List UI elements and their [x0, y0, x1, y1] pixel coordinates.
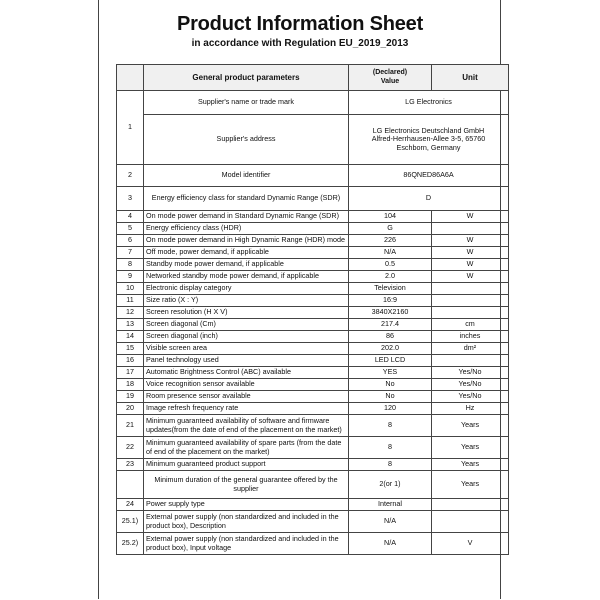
table-row	[117, 367, 509, 379]
table-row	[117, 271, 509, 283]
row-value: 0.5	[349, 259, 432, 271]
supplier-address-label: Supplier's address	[144, 115, 349, 165]
row-value: No	[349, 391, 432, 403]
energy-class-no: 3	[117, 187, 144, 211]
row-parameter: Energy efficiency class (HDR)	[144, 223, 349, 235]
row-unit	[432, 307, 509, 319]
energy-class-row	[117, 187, 509, 211]
row-parameter: Networked standby mode power demand, if applicable	[144, 271, 349, 283]
row-number: 25.2)	[117, 533, 144, 555]
row-value: 104	[349, 211, 432, 223]
row-parameter: External power supply (non standardized and included in the product box), Description	[144, 511, 349, 533]
row-parameter: Off mode, power demand, if applicable	[144, 247, 349, 259]
row-number: 13	[117, 319, 144, 331]
row-unit	[432, 355, 509, 367]
row-parameter: Room presence sensor available	[144, 391, 349, 403]
model-label: Model identifier	[144, 165, 349, 187]
row-parameter: Automatic Brightness Control (ABC) available	[144, 367, 349, 379]
row-value: No	[349, 379, 432, 391]
row-number: 15	[117, 343, 144, 355]
row-parameter: Screen diagonal (inch)	[144, 331, 349, 343]
row-value: 2(or 1)	[349, 471, 432, 499]
table-row	[117, 259, 509, 271]
table-row	[117, 437, 509, 459]
energy-class-value: D	[349, 187, 509, 211]
row-number: 17	[117, 367, 144, 379]
header-value: (Declared) Value	[349, 65, 432, 91]
row-unit: Years	[432, 471, 509, 499]
row-parameter: Screen resolution (H X V)	[144, 307, 349, 319]
row-number: 12	[117, 307, 144, 319]
row-value: 120	[349, 403, 432, 415]
row-parameter: Power supply type	[144, 499, 349, 511]
row-number: 11	[117, 295, 144, 307]
table-row	[117, 471, 509, 499]
table-row	[117, 235, 509, 247]
header-parameters: General product parameters	[144, 65, 349, 91]
row-parameter: Standby mode power demand, if applicable	[144, 259, 349, 271]
row-unit: Hz	[432, 403, 509, 415]
row-unit: cm	[432, 319, 509, 331]
table-row	[117, 307, 509, 319]
row-unit: dm²	[432, 343, 509, 355]
row-number: 8	[117, 259, 144, 271]
supplier-name-row	[117, 91, 509, 115]
row-value: 8	[349, 437, 432, 459]
row-unit	[432, 499, 509, 511]
row-unit: Years	[432, 415, 509, 437]
table-row	[117, 379, 509, 391]
table-row	[117, 499, 509, 511]
row-parameter: Voice recognition sensor available	[144, 379, 349, 391]
row-value: Television	[349, 283, 432, 295]
table-row	[117, 283, 509, 295]
row-number: 16	[117, 355, 144, 367]
row-unit: W	[432, 259, 509, 271]
row-value: 2.0	[349, 271, 432, 283]
row-parameter: On mode power demand in High Dynamic Range (HDR) mode	[144, 235, 349, 247]
table-row	[117, 343, 509, 355]
row-value: 202.0	[349, 343, 432, 355]
row-number: 6	[117, 235, 144, 247]
table-row	[117, 211, 509, 223]
row-value: G	[349, 223, 432, 235]
row-unit: W	[432, 271, 509, 283]
row-parameter: Size ratio (X : Y)	[144, 295, 349, 307]
row-parameter: On mode power demand in Standard Dynamic Range (SDR)	[144, 211, 349, 223]
row-number: 24	[117, 499, 144, 511]
row-number: 25.1)	[117, 511, 144, 533]
row-parameter: Minimum duration of the general guarantee offered by the supplier	[144, 471, 349, 499]
table-row	[117, 391, 509, 403]
row-value: 8	[349, 415, 432, 437]
table-header-row	[117, 65, 509, 91]
address-line-2: Alfred-Herrhausen-Allee 3-5, 65760	[371, 134, 486, 144]
table-row	[117, 415, 509, 437]
supplier-name-value: LG Electronics	[349, 91, 509, 115]
row-number: 23	[117, 459, 144, 471]
row-parameter: Panel technology used	[144, 355, 349, 367]
row-unit: Years	[432, 437, 509, 459]
row-parameter: External power supply (non standardized and included in the product box), Input voltage	[144, 533, 349, 555]
row-unit: V	[432, 533, 509, 555]
product-info-table	[116, 64, 509, 555]
row-unit	[432, 283, 509, 295]
supplier-address-value	[349, 115, 509, 165]
row-unit: Yes/No	[432, 391, 509, 403]
row-number: 20	[117, 403, 144, 415]
row-unit	[432, 223, 509, 235]
row-unit: Yes/No	[432, 379, 509, 391]
row-parameter: Minimum guaranteed product support	[144, 459, 349, 471]
row-value: 86	[349, 331, 432, 343]
row-number	[117, 471, 144, 499]
supplier-address-row	[117, 115, 509, 165]
table-row	[117, 247, 509, 259]
row-value: Internal	[349, 499, 432, 511]
row-unit: W	[432, 247, 509, 259]
row-number: 7	[117, 247, 144, 259]
supplier-no: 1	[117, 91, 144, 165]
row-number: 18	[117, 379, 144, 391]
row-unit	[432, 511, 509, 533]
table-row	[117, 295, 509, 307]
header-no-cell	[117, 65, 144, 91]
model-row	[117, 165, 509, 187]
row-value: 16:9	[349, 295, 432, 307]
page-subtitle: in accordance with Regulation EU_2019_2013	[191, 38, 409, 49]
row-value: 226	[349, 235, 432, 247]
row-unit: Years	[432, 459, 509, 471]
row-number: 19	[117, 391, 144, 403]
address-line-1: LG Electronics Deutschland GmbH	[372, 126, 485, 136]
header-unit: Unit	[432, 65, 509, 91]
table-row	[117, 459, 509, 471]
model-no: 2	[117, 165, 144, 187]
row-number: 14	[117, 331, 144, 343]
address-line-3: Eschborn, Germany	[396, 142, 461, 152]
row-number: 21	[117, 415, 144, 437]
table-row	[117, 331, 509, 343]
model-value: 86QNED86A6A	[349, 165, 509, 187]
row-number: 9	[117, 271, 144, 283]
row-value: YES	[349, 367, 432, 379]
row-unit: W	[432, 235, 509, 247]
row-parameter: Electronic display category	[144, 283, 349, 295]
table-row	[117, 355, 509, 367]
row-parameter: Minimum guaranteed availability of spare parts (from the date of end of the placement on the market)	[144, 437, 349, 459]
row-value: N/A	[349, 511, 432, 533]
energy-class-label: Energy efficiency class for standard Dynamic Range (SDR)	[144, 187, 349, 211]
table-row	[117, 511, 509, 533]
table-row	[117, 403, 509, 415]
row-number: 5	[117, 223, 144, 235]
row-parameter: Screen diagonal (Cm)	[144, 319, 349, 331]
row-value: 217.4	[349, 319, 432, 331]
table-row	[117, 319, 509, 331]
row-value: N/A	[349, 247, 432, 259]
table-row	[117, 533, 509, 555]
page-title: Product Information Sheet	[176, 13, 424, 35]
row-value: N/A	[349, 533, 432, 555]
row-unit: inches	[432, 331, 509, 343]
row-parameter: Minimum guaranteed availability of software and firmware updates(from the date of end of the placement on the market)	[144, 415, 349, 437]
row-number: 22	[117, 437, 144, 459]
row-unit: W	[432, 211, 509, 223]
row-unit: Yes/No	[432, 367, 509, 379]
row-value: LED LCD	[349, 355, 432, 367]
row-value: 3840X2160	[349, 307, 432, 319]
supplier-name-label: Supplier's name or trade mark	[144, 91, 349, 115]
row-unit	[432, 295, 509, 307]
table-row	[117, 223, 509, 235]
row-value: 8	[349, 459, 432, 471]
row-parameter: Visible screen area	[144, 343, 349, 355]
row-parameter: Image refresh frequency rate	[144, 403, 349, 415]
row-number: 10	[117, 283, 144, 295]
row-number: 4	[117, 211, 144, 223]
